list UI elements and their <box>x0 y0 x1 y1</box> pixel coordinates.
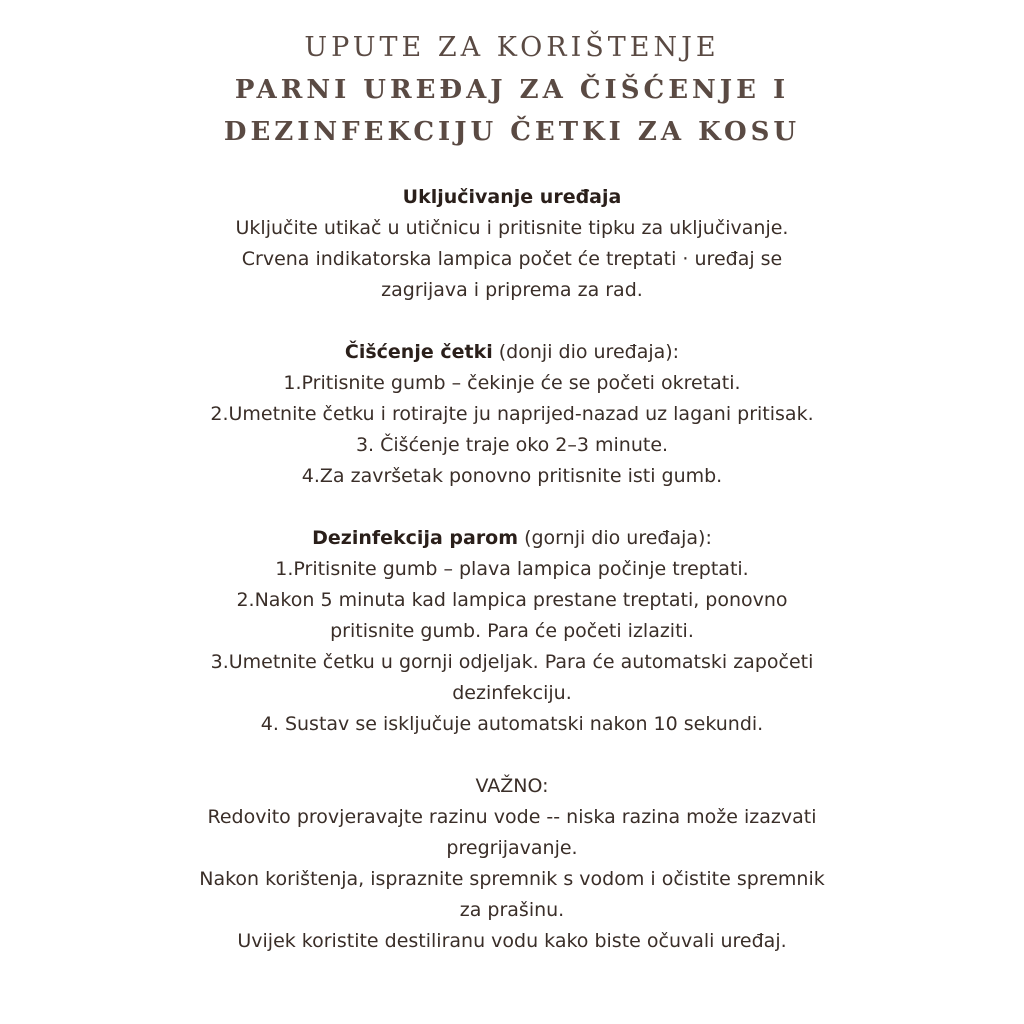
step-line: 2.Umetnite četku i rotirajte ju naprijed-nazad uz lagani pritisak. <box>210 403 814 425</box>
section-heading <box>0 337 1024 368</box>
title-line-3: DEZINFEKCIJU ČETKI ZA KOSU <box>223 117 801 147</box>
text-line: zagrijava i priprema za rad. <box>381 279 643 301</box>
step-line: 1.Pritisnite gumb – čekinje će se početi okretati. <box>283 372 741 394</box>
text-line: Uvijek koristite destiliranu vodu kako biste očuvali uređaj. <box>237 930 787 952</box>
text-line: Crvena indikatorska lampica počet će treptati · uređaj se <box>241 248 783 270</box>
step-line: 3. Čišćenje traje oko 2–3 minute. <box>355 434 669 456</box>
step-line: 4. Sustav se isključuje automatski nakon 10 sekundi. <box>260 713 764 735</box>
section-important <box>0 771 1024 957</box>
section-brush-cleaning <box>0 337 1024 492</box>
title-line-2: PARNI UREĐAJ ZA ČIŠĆENJE I <box>234 75 790 105</box>
section-spacer <box>0 306 1024 337</box>
step-line: 2.Nakon 5 minuta kad lampica prestane treptati, ponovno <box>236 589 788 611</box>
text-line: Redovito provjeravajte razinu vode -- niska razina može izazvati <box>207 806 817 828</box>
text-line: Nakon korištenja, ispraznite spremnik s vodom i očistite spremnik <box>199 868 825 890</box>
section-steam-disinfection <box>0 523 1024 740</box>
section-switch-on <box>0 182 1024 306</box>
section-heading: Uključivanje uređaja <box>402 186 622 208</box>
section-heading-bold: Dezinfekcija parom <box>312 527 519 549</box>
text-line: pregrijavanje. <box>446 837 578 859</box>
instructions-body <box>0 182 1024 957</box>
step-line: 1.Pritisnite gumb – plava lampica počinje treptati. <box>275 558 749 580</box>
step-line: 4.Za završetak ponovno pritisnite isti gumb. <box>301 465 723 487</box>
text-line: za prašinu. <box>459 899 565 921</box>
section-heading-bold: Čišćenje četki <box>344 341 493 363</box>
title-line-1: UPUTE ZA KORIŠTENJE <box>304 32 720 63</box>
section-spacer <box>0 492 1024 523</box>
section-heading-note: (gornji dio uređaja): <box>518 527 712 549</box>
step-line: 3.Umetnite četku u gornji odjeljak. Para će automatski započeti <box>210 651 814 673</box>
section-spacer <box>0 740 1024 771</box>
text-line: Uključite utikač u utičnicu i pritisnite tipku za uključivanje. <box>235 217 789 239</box>
step-line: dezinfekciju. <box>452 682 572 704</box>
document-title <box>0 28 1024 152</box>
section-heading <box>0 523 1024 554</box>
step-line: pritisnite gumb. Para će početi izlaziti. <box>330 620 694 642</box>
section-heading-note: (donji dio uređaja): <box>492 341 680 363</box>
section-heading: VAŽNO: <box>475 775 549 797</box>
